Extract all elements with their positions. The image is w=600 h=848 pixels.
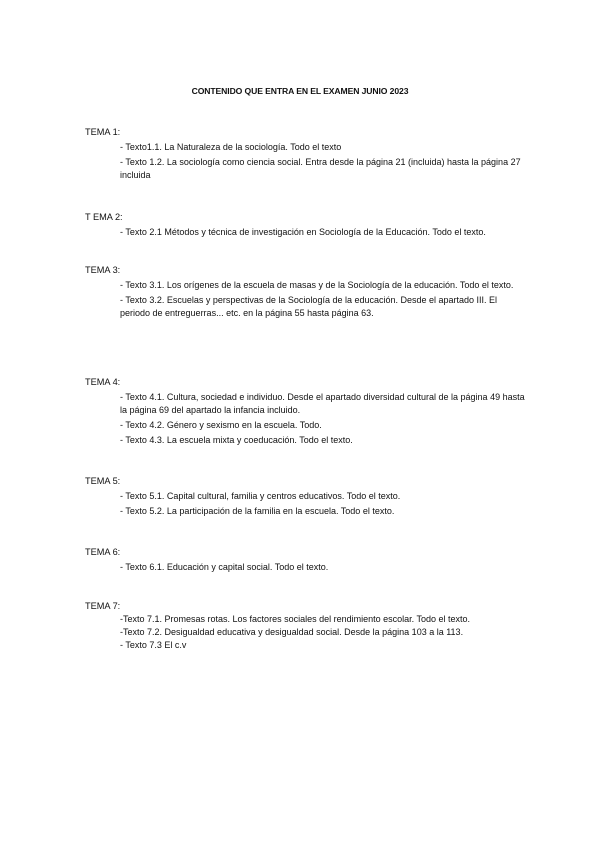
tema-5-section: [85, 475, 525, 518]
tema-4-item-1: - Texto 4.1. Cultura, sociedad e individuo. Desde el apartado diversidad cultural de la página 49 hasta la página 69 del apartado la infancia incluido.: [120, 392, 525, 415]
tema-2-item-1: - Texto 2.1 Métodos y técnica de investigación en Sociología de la Educación. Todo el texto.: [120, 227, 486, 237]
tema-7-item-1: -Texto 7.1. Promesas rotas. Los factores sociales del rendimiento escolar. Todo el texto.: [120, 614, 471, 624]
tema-5-item-1: - Texto 5.1. Capital cultural, familia y centros educativos. Todo el texto.: [120, 491, 401, 501]
tema-3-heading: TEMA 3:: [85, 265, 121, 275]
tema-4-heading: TEMA 4:: [85, 377, 121, 387]
tema-2-section: [85, 211, 525, 239]
tema-5-item-2: - Texto 5.2. La participación de la familia en la escuela. Todo el texto.: [120, 506, 395, 516]
tema-2-heading: T EMA 2:: [85, 212, 123, 222]
tema-3-section: [85, 264, 525, 320]
tema-4-item-3: - Texto 4.3. La escuela mixta y coeducación. Todo el texto.: [120, 435, 353, 445]
tema-5-heading: TEMA 5:: [85, 476, 121, 486]
tema-4-section: [85, 376, 525, 447]
tema-7-item-3: - Texto 7.3 El c.v: [120, 640, 187, 650]
tema-1-section: [85, 126, 525, 182]
tema-1-item-2: - Texto 1.2. La sociología como ciencia social. Entra desde la página 21 (incluida) hasta la página 27 incluida: [120, 157, 521, 180]
tema-7-heading: TEMA 7:: [85, 601, 121, 611]
tema-3-item-2: - Texto 3.2. Escuelas y perspectivas de la Sociología de la educación. Desde el apartado III. El periodo de entreguerras... etc. en la página 55 hasta página 63.: [120, 295, 498, 318]
tema-3-item-1: - Texto 3.1. Los orígenes de la escuela de masas y de la Sociología de la educación. Todo el texto.: [120, 280, 514, 290]
tema-7-item-2: -Texto 7.2. Desigualdad educativa y desigualdad social. Desde la página 103 a la 113.: [120, 627, 464, 637]
tema-6-section: [85, 546, 525, 574]
tema-1-item-1: - Texto1.1. La Naturaleza de la sociología. Todo el texto: [120, 142, 342, 152]
tema-6-heading: TEMA 6:: [85, 547, 121, 557]
tema-6-item-1: - Texto 6.1. Educación y capital social. Todo el texto.: [120, 562, 329, 572]
document-title: CONTENIDO QUE ENTRA EN EL EXAMEN JUNIO 2023: [191, 86, 409, 96]
tema-1-heading: TEMA 1:: [85, 127, 121, 137]
tema-7-section: [85, 600, 525, 652]
tema-4-item-2: - Texto 4.2. Género y sexismo en la escuela. Todo.: [120, 420, 322, 430]
